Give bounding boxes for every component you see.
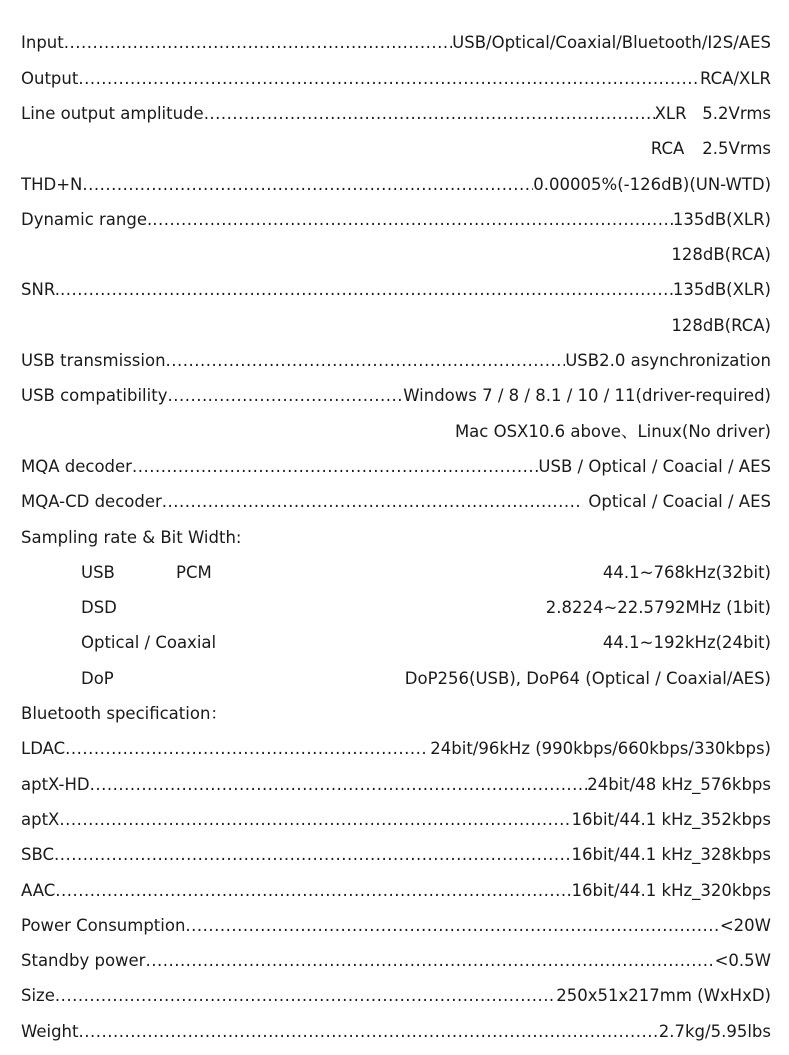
sampling-label: USB	[81, 562, 115, 582]
spec-value: 16bit/44.1 kHz_328kbps	[571, 845, 771, 865]
spec-row-line-output	[21, 97, 771, 132]
spec-row-mqa-decoder	[21, 450, 771, 485]
spec-row-input	[21, 26, 771, 61]
spec-label: Weight	[21, 1021, 79, 1041]
section-heading: Sampling rate & Bit Width:	[21, 527, 242, 547]
spec-row-power-consumption	[21, 908, 771, 943]
spec-label: AAC	[21, 880, 56, 900]
spec-label: Dynamic range.	[21, 209, 153, 229]
sampling-label: DSD	[81, 598, 117, 618]
spec-row-size	[21, 979, 771, 1014]
dot-leader	[82, 177, 533, 194]
sampling-value: 2.8224~22.5792MHz (1bit)	[545, 598, 771, 618]
spec-value: 135dB(XLR)	[672, 209, 771, 229]
spec-value: 16bit/44.1 kHz_352kbps	[571, 809, 771, 829]
spec-label: USB compatibility	[21, 386, 168, 406]
dot-leader	[54, 847, 571, 864]
bluetooth-row-aptx-hd	[21, 767, 771, 802]
section-heading-bluetooth	[21, 697, 771, 732]
spec-label: aptX	[21, 809, 60, 829]
spec-row-weight	[21, 1014, 771, 1049]
spec-value: Windows 7 / 8 / 8.1 / 10 / 11(driver-required)	[403, 386, 771, 406]
sampling-row-dop	[21, 661, 771, 696]
spec-row-usb-transmission	[21, 344, 771, 379]
dot-leader	[59, 812, 571, 829]
spec-row-thdn	[21, 167, 771, 202]
dot-leader	[167, 388, 403, 405]
dot-leader	[78, 71, 700, 88]
spec-label: Standby power	[21, 951, 146, 971]
dot-leader	[145, 953, 714, 970]
dot-leader	[78, 1024, 658, 1041]
spec-value: <20W	[719, 915, 771, 935]
sampling-format: PCM	[176, 562, 212, 582]
sampling-row-dsd	[21, 591, 771, 626]
spec-value: 128dB(RCA)	[671, 315, 771, 335]
dot-leader	[162, 494, 583, 511]
sampling-value: 44.1~192kHz(24bit)	[602, 633, 771, 653]
spec-label: Line output amplitude	[21, 103, 204, 123]
dot-leader	[55, 883, 571, 900]
spec-label: THD+N	[21, 174, 83, 194]
bluetooth-row-aptx	[21, 803, 771, 838]
spec-row-usb-compatibility-mac	[21, 414, 771, 449]
spec-row-dynamic-range-rca	[21, 238, 771, 273]
spec-label: MQA-CD decoder	[21, 492, 162, 512]
sampling-label: DoP	[81, 668, 114, 688]
spec-row-usb-compatibility	[21, 379, 771, 414]
spec-value: 250x51x217mm (WxHxD)	[556, 986, 771, 1006]
spec-label: aptX-HD	[21, 774, 90, 794]
spec-label: RCA	[650, 139, 685, 159]
spec-label: Output	[21, 68, 79, 88]
spec-value: 2.7kg/5.95lbs	[658, 1021, 771, 1041]
spec-row-snr	[21, 273, 771, 308]
spec-label: LDAC	[21, 739, 66, 759]
spec-value: 24bit/96kHz (990kbps/660kbps/330kbps)	[425, 739, 771, 759]
spec-row-line-output-rca	[21, 132, 771, 167]
spec-label: SNR.	[21, 280, 60, 300]
dot-leader	[90, 777, 588, 794]
dot-leader	[55, 988, 556, 1005]
spec-label: Power Consumption	[21, 915, 186, 935]
bluetooth-row-aac	[21, 873, 771, 908]
sampling-label: Optical / Coaxial	[81, 633, 217, 653]
spec-row-snr-rca	[21, 308, 771, 343]
section-heading-sampling	[21, 520, 771, 555]
spec-value: USB/Optical/Coaxial/Bluetooth/I2S/AES	[452, 33, 771, 53]
spec-value: RCA/XLR	[700, 68, 771, 88]
spec-value: XLR 5.2Vrms	[654, 103, 771, 123]
section-heading: Bluetooth specification：	[21, 704, 227, 724]
spec-value: 0.00005%(-126dB)(UN-WTD)	[533, 174, 771, 194]
spec-row-dynamic-range	[21, 202, 771, 237]
spec-row-mqa-cd-decoder	[21, 485, 771, 520]
spec-label: SBC	[21, 845, 55, 865]
spec-label: USB transmission	[21, 351, 166, 371]
dot-leader	[132, 459, 538, 476]
spec-value: USB2.0 asynchronization	[565, 351, 771, 371]
sampling-row-optical-coaxial	[21, 626, 771, 661]
spec-value: <0.5W	[714, 951, 771, 971]
sampling-value: DoP256(USB), DoP64 (Optical / Coaxial/AES)	[404, 668, 771, 688]
sampling-row-usb	[21, 555, 771, 590]
spec-value: 135dB(XLR)	[672, 280, 771, 300]
spec-value: 2.5Vrms	[702, 139, 771, 159]
dot-leader	[152, 212, 673, 229]
spec-value: 16bit/44.1 kHz_320kbps	[571, 880, 771, 900]
dot-leader	[166, 353, 566, 370]
spec-value: Mac OSX10.6 above、Linux(No driver)	[454, 421, 771, 441]
bluetooth-row-sbc	[21, 838, 771, 873]
sampling-value: 44.1~768kHz(32bit)	[602, 562, 771, 582]
dot-leader	[204, 106, 655, 123]
spec-sheet	[21, 26, 771, 1050]
spec-row-output	[21, 61, 771, 96]
dot-leader	[65, 741, 425, 758]
bluetooth-row-ldac	[21, 732, 771, 767]
spec-label: MQA decoder	[21, 456, 132, 476]
spec-value: 128dB(RCA)	[671, 245, 771, 265]
spec-label: Size	[21, 986, 55, 1006]
dot-leader	[185, 918, 719, 935]
spec-label: Input	[21, 33, 64, 53]
spec-value: USB / Optical / Coacial / AES	[538, 456, 771, 476]
dot-leader	[60, 282, 673, 299]
spec-row-standby-power	[21, 944, 771, 979]
spec-value: Optical / Coacial / AES	[583, 492, 771, 512]
spec-value: 24bit/48 kHz_576kbps	[587, 774, 771, 794]
dot-leader	[64, 35, 452, 52]
